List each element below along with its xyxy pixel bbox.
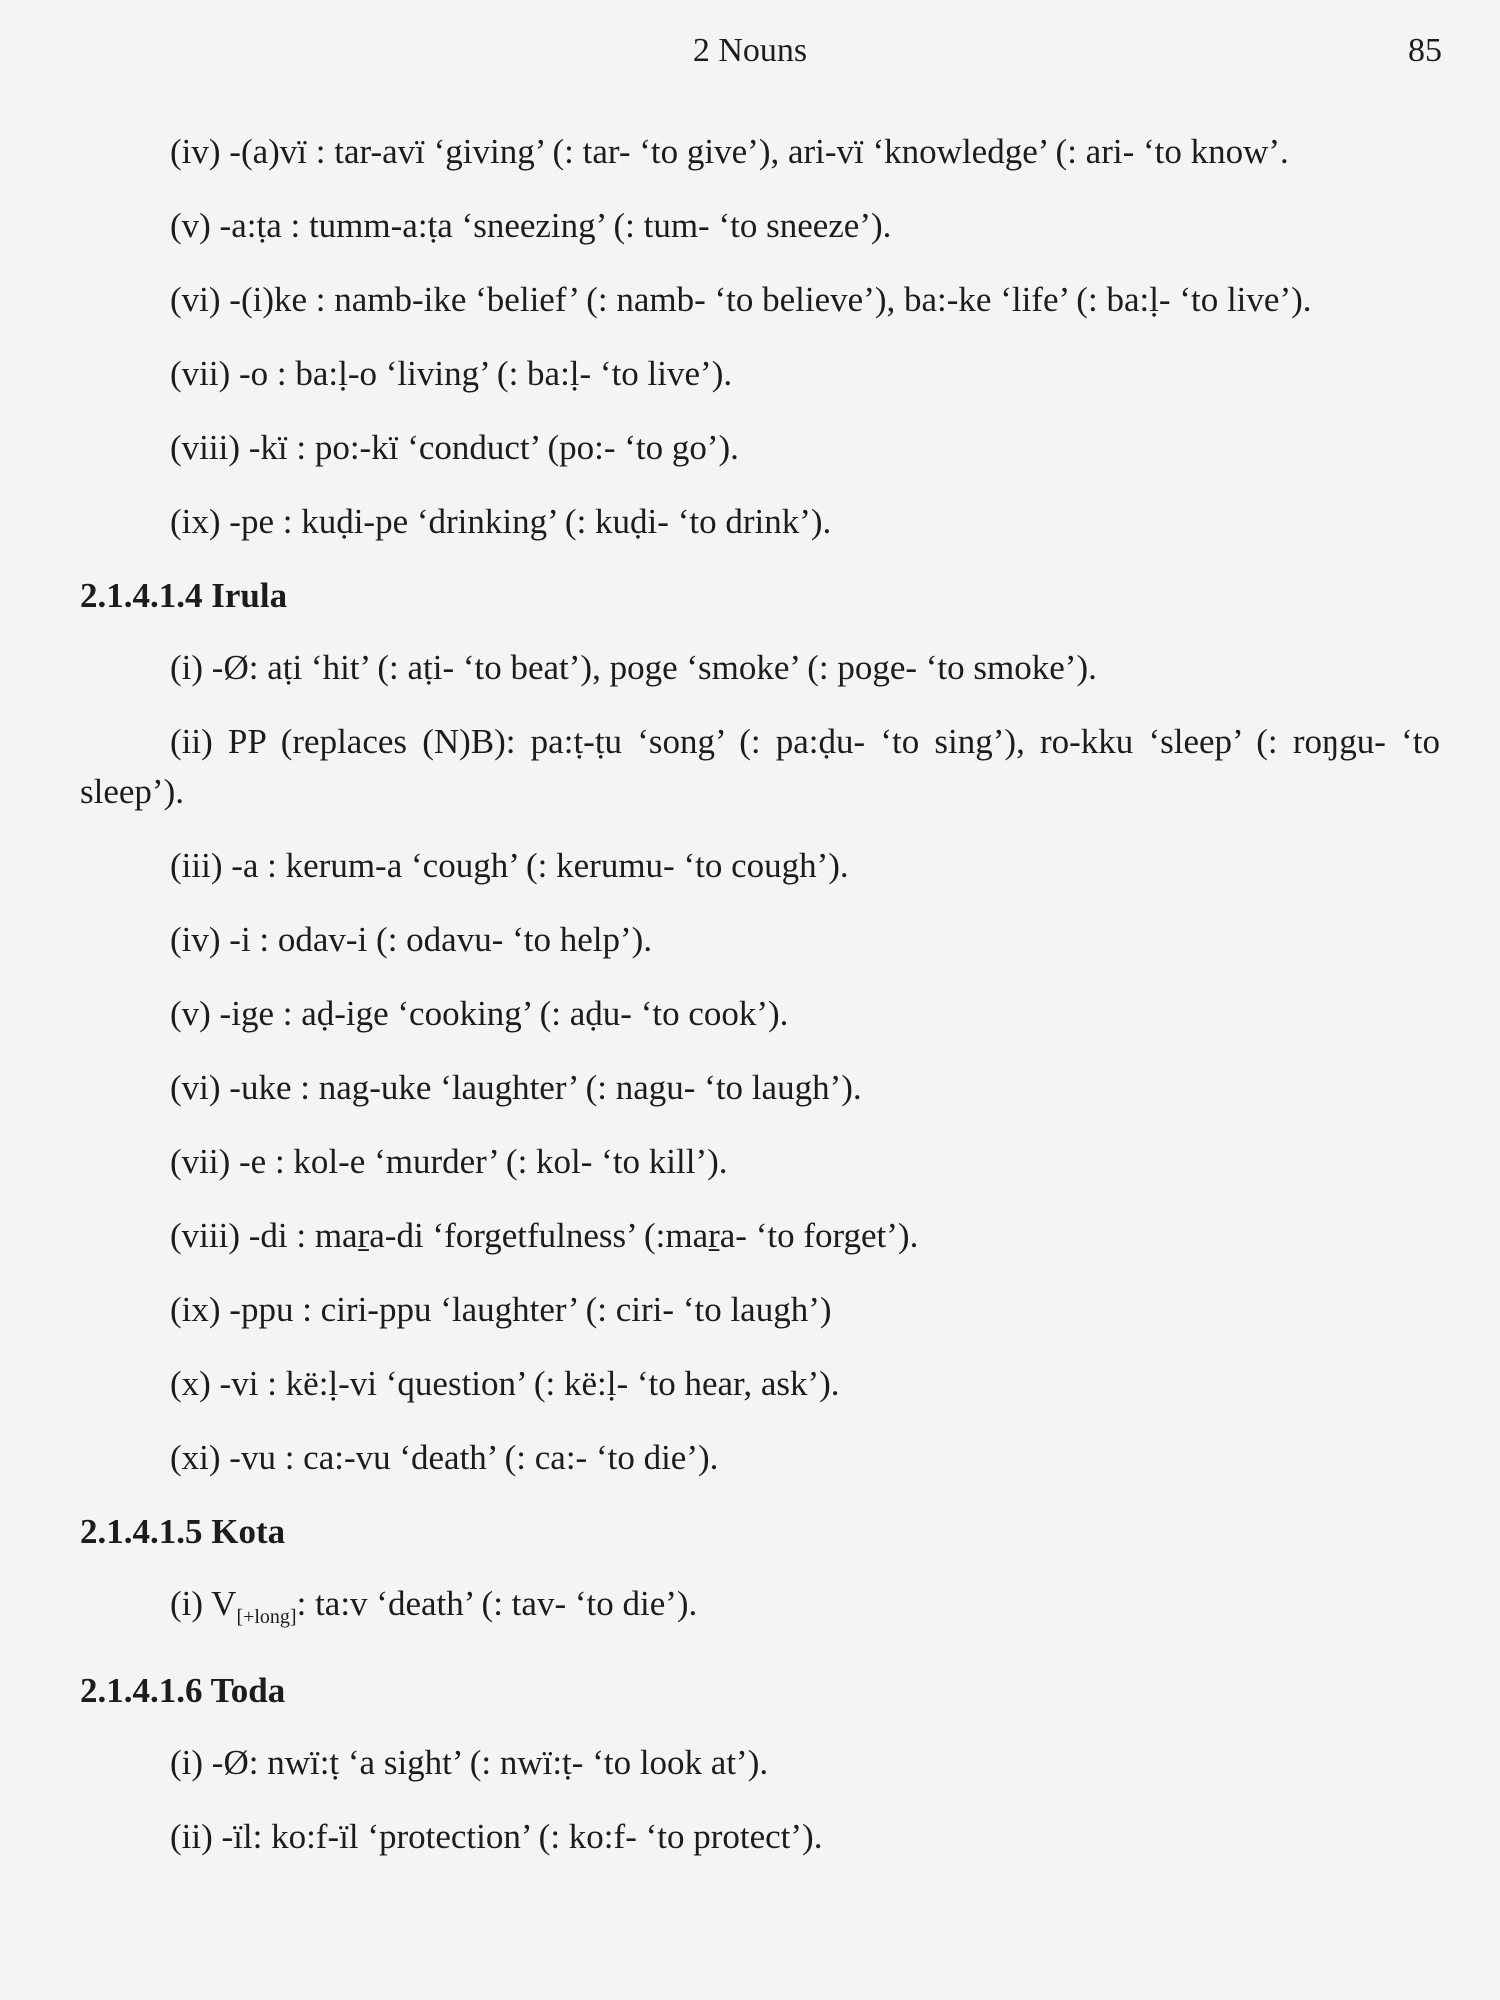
entry-i-kota — [80, 1579, 1440, 1642]
entry-ix-kodagu: (ix) -pe : kuḍi-pe ‘drinking’ (: kuḍi- ‘to drink’). — [170, 502, 832, 541]
entry-x-irula: (x) -vi : kë:ḷ-vi ‘question’ (: kë:ḷ- ‘to hear, ask’). — [170, 1364, 840, 1403]
entry-vi-irula: (vi) -uke : nag-uke ‘laughter’ (: nagu- ‘to laugh’). — [170, 1068, 862, 1107]
entry-ii-toda: (ii) -ïl: ko:f-ïl ‘protection’ (: ko:f- ‘to protect’). — [170, 1817, 823, 1856]
page-number: 85 — [1408, 32, 1442, 69]
entry-viii-kodagu: (viii) -kï : po:-kï ‘conduct’ (po:- ‘to go’). — [170, 428, 739, 467]
entry-iii-irula: (iii) -a : kerum-a ‘cough’ (: kerumu- ‘to cough’). — [170, 846, 849, 885]
entry-viii-irula: (viii) -di : maṟa-di ‘forgetfulness’ (:maṟa- ‘to forget’). — [170, 1216, 919, 1255]
entry-i-kota-lead: (i) V — [170, 1584, 237, 1623]
entry-iv-kodagu: (iv) -(a)vï : tar-avï ‘giving’ (: tar- ‘to give’), ari-vï ‘knowledge’ (: ari- ‘to know’. — [170, 132, 1289, 171]
entry-vii-kodagu: (vii) -o : ba:ḷ-o ‘living’ (: ba:ḷ- ‘to live’). — [170, 354, 733, 393]
page-body — [80, 127, 1440, 1886]
section-heading-toda: 2.1.4.1.6 Toda — [80, 1671, 286, 1710]
entry-vi-kodagu: (vi) -(i)ke : namb-ike ‘belief’ (: namb- ‘to believe’), ba:-ke ‘life’ (: ba:ḷ- ‘to live’). — [170, 280, 1312, 319]
section-heading-irula: 2.1.4.1.4 Irula — [80, 576, 288, 615]
entry-i-kota-rest: : ta:v ‘death’ (: tav- ‘to die’). — [296, 1584, 698, 1623]
entry-iv-irula: (iv) -i : odav-i (: odavu- ‘to help’). — [170, 920, 653, 959]
entry-i-toda: (i) -Ø: nwï:ṭ ‘a sight’ (: nwï:ṭ- ‘to look at’). — [170, 1743, 769, 1782]
long-subscript: [+long] — [236, 1606, 297, 1628]
entry-ii-irula: (ii) PP (replaces (N)B): pa:ṭ-ṭu ‘song’ (: pa:ḍu- ‘to sing’), ro-kku ‘sleep’ (: roŋgu- ‘to sleep’). — [80, 722, 1440, 811]
running-head: 2 Nouns — [692, 32, 808, 69]
page-header — [0, 32, 1500, 82]
entry-vii-irula: (vii) -e : kol-e ‘murder’ (: kol- ‘to kill’). — [170, 1142, 728, 1181]
entry-v-irula: (v) -ige : aḍ-ige ‘cooking’ (: aḍu- ‘to cook’). — [170, 994, 789, 1033]
entry-ix-irula: (ix) -ppu : ciri-ppu ‘laughter’ (: ciri- ‘to laugh’) — [170, 1290, 832, 1329]
section-heading-kota: 2.1.4.1.5 Kota — [80, 1512, 286, 1551]
entry-i-irula: (i) -Ø: aṭi ‘hit’ (: aṭi- ‘to beat’), poge ‘smoke’ (: poge- ‘to smoke’). — [170, 648, 1097, 687]
entry-v-kodagu: (v) -a:ṭa : tumm-a:ṭa ‘sneezing’ (: tum- ‘to sneeze’). — [170, 206, 892, 245]
entry-xi-irula: (xi) -vu : ca:-vu ‘death’ (: ca:- ‘to die’). — [170, 1438, 719, 1477]
